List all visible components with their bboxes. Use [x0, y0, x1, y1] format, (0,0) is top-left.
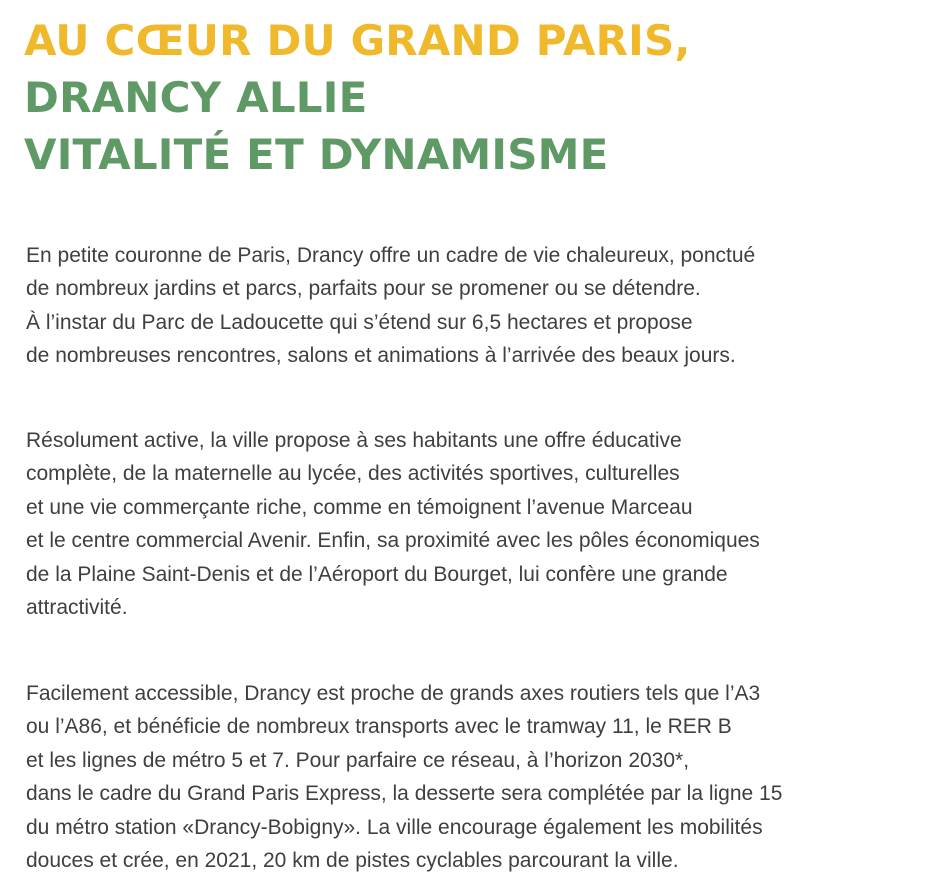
paragraph-line: et une vie commerçante riche, comme en témoignent l’avenue Marceau: [26, 495, 693, 519]
paragraph-line: attractivité.: [26, 596, 128, 620]
page-title: [24, 12, 691, 183]
paragraph-line: du métro station «Drancy-Bobigny». La ville encourage également les mobilités: [26, 815, 763, 839]
paragraph-line: de nombreux jardins et parcs, parfaits pour se promener ou se détendre.: [26, 277, 701, 301]
paragraph-line: complète, de la maternelle au lycée, des activités sportives, culturelles: [26, 462, 680, 486]
paragraph-line: de la Plaine Saint-Denis et de l’Aéroport du Bourget, lui confère une grande: [26, 562, 728, 586]
paragraph-line: de nombreuses rencontres, salons et animations à l’arrivée des beaux jours.: [26, 344, 736, 368]
paragraph-line: douces et crée, en 2021, 20 km de pistes cyclables parcourant la ville.: [26, 849, 679, 873]
title-line-2: DRANCY ALLIE: [24, 73, 368, 122]
title-line-1: AU CŒUR DU GRAND PARIS,: [24, 16, 691, 65]
paragraph-line: dans le cadre du Grand Paris Express, la desserte sera complétée par la ligne 15: [26, 782, 783, 806]
paragraph-ville-active: [26, 424, 760, 624]
paragraph-line: À l’instar du Parc de Ladoucette qui s’étend sur 6,5 hectares et propose: [26, 310, 693, 334]
paragraph-line: En petite couronne de Paris, Drancy offre un cadre de vie chaleureux, ponctué: [26, 244, 756, 267]
paragraph-cadre-de-vie: [26, 239, 755, 373]
paragraph-accessibilite: [26, 677, 782, 877]
paragraph-line: Résolument active, la ville propose à ses habitants une offre éducative: [26, 429, 682, 452]
paragraph-line: et le centre commercial Avenir. Enfin, sa proximité avec les pôles économiques: [26, 529, 760, 553]
paragraph-line: Facilement accessible, Drancy est proche de grands axes routiers tels que l’A3: [26, 682, 761, 705]
paragraph-line: et les lignes de métro 5 et 7. Pour parfaire ce réseau, à l’horizon 2030*,: [26, 748, 690, 772]
title-line-3: VITALITÉ ET DYNAMISME: [24, 130, 609, 179]
paragraph-line: ou l’A86, et bénéficie de nombreux transports avec le tramway 11, le RER B: [26, 715, 732, 739]
